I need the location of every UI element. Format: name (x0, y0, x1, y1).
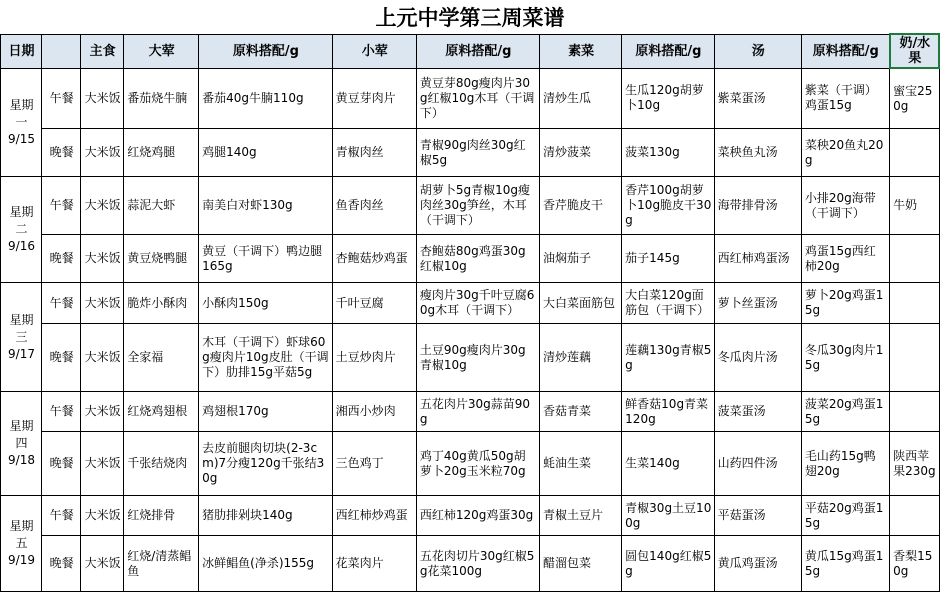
milk-fruit-cell (890, 129, 939, 177)
staple-cell: 大米饭 (81, 129, 124, 177)
small-meat-cell: 西红柿炒鸡蛋 (332, 496, 416, 536)
soup-cell: 西红柿鸡蛋汤 (714, 235, 801, 283)
big-meat-cell: 千张结烧肉 (124, 432, 199, 496)
vegetable-cell: 清炒生瓜 (540, 68, 622, 129)
table-row (1, 432, 940, 496)
date-cell: 星期二 9/16 (1, 177, 42, 283)
small-meat-ingredients-cell: 西红柿120g鸡蛋30g (416, 496, 539, 536)
small-meat-ingredients-cell: 土豆90g瘦肉片30g青椒10g (416, 324, 539, 392)
big-meat-cell: 蒜泥大虾 (124, 177, 199, 235)
small-meat-ingredients-cell: 杏鲍菇80g鸡蛋30g红椒10g (416, 235, 539, 283)
small-meat-ingredients-cell: 青椒90g肉丝30g红椒5g (416, 129, 539, 177)
soup-ingredients-cell: 平菇20g鸡蛋15g (801, 496, 889, 536)
big-meat-ingredients-cell: 冰鲜鲳鱼(净杀)155g (199, 536, 332, 592)
vegetable-ingredients-cell: 香芹100g胡萝卜10g脆皮干30g (622, 177, 714, 235)
milk-fruit-cell (890, 392, 939, 432)
big-meat-ingredients-cell: 小酥肉150g (199, 283, 332, 324)
table-row (1, 392, 940, 432)
vegetable-cell: 蚝油生菜 (540, 432, 622, 496)
big-meat-cell: 全家福 (124, 324, 199, 392)
soup-ingredients-cell: 萝卜20g鸡蛋15g (801, 283, 889, 324)
staple-cell: 大米饭 (81, 536, 124, 592)
table-row (1, 283, 940, 324)
meal-cell: 午餐 (42, 177, 81, 235)
vegetable-ingredients-cell: 菠菜130g (622, 129, 714, 177)
soup-cell: 山药四件汤 (714, 432, 801, 496)
milk-fruit-cell: 陕西苹果230g (890, 432, 939, 496)
table-row (1, 177, 940, 235)
soup-ingredients-cell: 冬瓜30g肉片15g (801, 324, 889, 392)
big-meat-cell: 黄豆烧鸭腿 (124, 235, 199, 283)
soup-cell: 紫菜蛋汤 (714, 68, 801, 129)
milk-fruit-cell (890, 324, 939, 392)
soup-ingredients-cell: 毛山药15g鸭翅20g (801, 432, 889, 496)
small-meat-ingredients-cell: 五花肉切片30g红椒5g花菜100g (416, 536, 539, 592)
soup-cell: 海带排骨汤 (714, 177, 801, 235)
small-meat-cell: 湘西小炒肉 (332, 392, 416, 432)
soup-cell: 黄瓜鸡蛋汤 (714, 536, 801, 592)
small-meat-ingredients-cell: 鸡丁40g黄瓜50g胡萝卜20g玉米粒70g (416, 432, 539, 496)
big-meat-ingredients-cell: 木耳（干调下）虾球60g瘦肉片10g皮肚（干调下）肋排15g平菇5g (199, 324, 332, 392)
table-row (1, 68, 940, 129)
staple-cell: 大米饭 (81, 68, 124, 129)
vegetable-cell: 青椒土豆片 (540, 496, 622, 536)
header-soup-ingredients: 原料搭配/g (801, 34, 889, 68)
meal-cell: 晚餐 (42, 536, 81, 592)
vegetable-cell: 醋溜包菜 (540, 536, 622, 592)
milk-fruit-cell (890, 283, 939, 324)
small-meat-cell: 青椒肉丝 (332, 129, 416, 177)
milk-fruit-cell: 蜜宝250g (890, 68, 939, 129)
header-vegetable-ingredients: 原料搭配/g (622, 34, 714, 68)
big-meat-ingredients-cell: 鸡翅根170g (199, 392, 332, 432)
vegetable-cell: 清炒菠菜 (540, 129, 622, 177)
big-meat-ingredients-cell: 南美白对虾130g (199, 177, 332, 235)
meal-cell: 午餐 (42, 283, 81, 324)
vegetable-ingredients-cell: 茄子145g (622, 235, 714, 283)
header-date: 日期 (1, 34, 42, 68)
soup-ingredients-cell: 小排20g海带（干调下） (801, 177, 889, 235)
vegetable-ingredients-cell: 生菜140g (622, 432, 714, 496)
big-meat-cell: 红烧鸡腿 (124, 129, 199, 177)
header-staple: 主食 (81, 34, 124, 68)
date-cell: 星期五 9/19 (1, 496, 42, 592)
table-row (1, 129, 940, 177)
soup-ingredients-cell: 菜秧20鱼丸20g (801, 129, 889, 177)
vegetable-cell: 大白菜面筋包 (540, 283, 622, 324)
big-meat-cell: 红烧排骨 (124, 496, 199, 536)
header-vegetable: 素菜 (540, 34, 622, 68)
header-big-meat-ingredients: 原料搭配/g (199, 34, 332, 68)
big-meat-cell: 红烧鸡翅根 (124, 392, 199, 432)
big-meat-ingredients-cell: 去皮前腿肉切块(2-3cm)7分瘦120g千张结30g (199, 432, 332, 496)
soup-cell: 冬瓜肉片汤 (714, 324, 801, 392)
soup-cell: 萝卜丝蛋汤 (714, 283, 801, 324)
vegetable-ingredients-cell: 莲藕130g青椒5g (622, 324, 714, 392)
header-row (1, 34, 940, 68)
milk-fruit-cell (890, 235, 939, 283)
soup-ingredients-cell: 菠菜20g鸡蛋15g (801, 392, 889, 432)
staple-cell: 大米饭 (81, 283, 124, 324)
meal-cell: 晚餐 (42, 235, 81, 283)
date-cell: 星期三 9/17 (1, 283, 42, 392)
milk-fruit-cell: 香梨150g (890, 536, 939, 592)
staple-cell: 大米饭 (81, 432, 124, 496)
vegetable-cell: 香芹脆皮干 (540, 177, 622, 235)
vegetable-ingredients-cell: 青椒30g土豆100g (622, 496, 714, 536)
small-meat-cell: 黄豆芽肉片 (332, 68, 416, 129)
small-meat-ingredients-cell: 胡萝卜5g青椒10g瘦肉丝30g笋丝，木耳（干调下） (416, 177, 539, 235)
date-cell: 星期一 9/15 (1, 68, 42, 177)
vegetable-ingredients-cell: 圆包140g红椒5g (622, 536, 714, 592)
header-soup: 汤 (714, 34, 801, 68)
weekly-menu-table (0, 33, 940, 592)
big-meat-cell: 红烧/清蒸鲳鱼 (124, 536, 199, 592)
big-meat-cell: 脆炸小酥肉 (124, 283, 199, 324)
staple-cell: 大米饭 (81, 235, 124, 283)
table-row (1, 536, 940, 592)
header-big-meat: 大荤 (124, 34, 199, 68)
table-row (1, 496, 940, 536)
vegetable-cell: 油焖茄子 (540, 235, 622, 283)
small-meat-ingredients-cell: 五花肉片30g蒜苗90g (416, 392, 539, 432)
vegetable-ingredients-cell: 鲜香菇10g青菜120g (622, 392, 714, 432)
big-meat-ingredients-cell: 黄豆（干调下）鸭边腿165g (199, 235, 332, 283)
date-cell: 星期四 9/18 (1, 392, 42, 496)
meal-cell: 午餐 (42, 496, 81, 536)
staple-cell: 大米饭 (81, 392, 124, 432)
table-row (1, 324, 940, 392)
small-meat-cell: 三色鸡丁 (332, 432, 416, 496)
staple-cell: 大米饭 (81, 324, 124, 392)
small-meat-ingredients-cell: 瘦肉片30g千叶豆腐60g木耳（干调下） (416, 283, 539, 324)
soup-cell: 菠菜蛋汤 (714, 392, 801, 432)
big-meat-ingredients-cell: 猪肋排剁块140g (199, 496, 332, 536)
header-small-meat-ingredients: 原料搭配/g (416, 34, 539, 68)
big-meat-ingredients-cell: 鸡腿140g (199, 129, 332, 177)
small-meat-cell: 千叶豆腐 (332, 283, 416, 324)
staple-cell: 大米饭 (81, 496, 124, 536)
meal-cell: 晚餐 (42, 432, 81, 496)
small-meat-cell: 杏鲍菇炒鸡蛋 (332, 235, 416, 283)
soup-cell: 平菇蛋汤 (714, 496, 801, 536)
meal-cell: 晚餐 (42, 324, 81, 392)
meal-cell: 晚餐 (42, 129, 81, 177)
staple-cell: 大米饭 (81, 177, 124, 235)
soup-ingredients-cell: 鸡蛋15g西红柿20g (801, 235, 889, 283)
soup-cell: 菜秧鱼丸汤 (714, 129, 801, 177)
big-meat-ingredients-cell: 番茄40g牛腩110g (199, 68, 332, 129)
vegetable-cell: 清炒莲藕 (540, 324, 622, 392)
big-meat-cell: 番茄烧牛腩 (124, 68, 199, 129)
milk-fruit-cell: 牛奶 (890, 177, 939, 235)
small-meat-cell: 鱼香肉丝 (332, 177, 416, 235)
header-milk-fruit[interactable]: 奶/水果 (890, 34, 939, 68)
vegetable-ingredients-cell: 生瓜120g胡萝卜10g (622, 68, 714, 129)
soup-ingredients-cell: 紫菜（干调）鸡蛋15g (801, 68, 889, 129)
small-meat-cell: 花菜肉片 (332, 536, 416, 592)
soup-ingredients-cell: 黄瓜15g鸡蛋15g (801, 536, 889, 592)
menu-title: 上元中学第三周菜谱 (375, 6, 565, 30)
meal-cell: 午餐 (42, 68, 81, 129)
meal-cell: 午餐 (42, 392, 81, 432)
vegetable-cell: 香菇青菜 (540, 392, 622, 432)
small-meat-ingredients-cell: 黄豆芽80g瘦肉片30g红椒10g木耳（干调下） (416, 68, 539, 129)
small-meat-cell: 土豆炒肉片 (332, 324, 416, 392)
header-meal (42, 34, 81, 68)
header-small-meat: 小荤 (332, 34, 416, 68)
vegetable-ingredients-cell: 大白菜120g面筋包（干调下） (622, 283, 714, 324)
milk-fruit-cell (890, 496, 939, 536)
table-row (1, 235, 940, 283)
